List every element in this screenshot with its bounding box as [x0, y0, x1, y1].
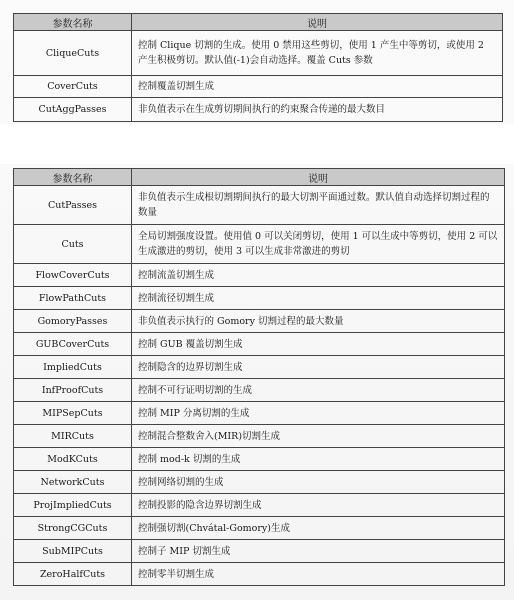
table-row [14, 540, 505, 563]
param-name: MIRCuts [14, 425, 132, 448]
param-description: 控制强切割(Chvátal-Gomory)生成 [132, 517, 505, 540]
header-description: 说明 [132, 14, 503, 31]
page-gap [0, 124, 514, 164]
param-description: 非负值表示生成根切割期间执行的最大切割平面通过数。默认值自动选择切割过程的数量 [132, 186, 505, 225]
table-row [14, 310, 505, 333]
param-name: MIPSepCuts [14, 402, 132, 425]
table-row [14, 563, 505, 586]
param-name: Cuts [14, 225, 132, 264]
header-param-name: 参数名称 [14, 14, 132, 31]
param-description: 控制 Clique 切割的生成。使用 0 禁用这些剪切，使用 1 产生中等剪切，或使用 2 产生积极剪切。默认值(-1)会自动选择。覆盖 Cuts 参数 [132, 31, 503, 76]
param-description: 控制流径切割生成 [132, 287, 505, 310]
parameter-table-2 [13, 168, 505, 586]
table-row [14, 425, 505, 448]
table-row [14, 225, 505, 264]
param-description: 控制 GUB 覆盖切割生成 [132, 333, 505, 356]
param-name: FlowPathCuts [14, 287, 132, 310]
param-name: StrongCGCuts [14, 517, 132, 540]
table-row [14, 448, 505, 471]
param-description: 控制覆盖切割生成 [132, 76, 503, 98]
param-name: InfProofCuts [14, 379, 132, 402]
param-name: NetworkCuts [14, 471, 132, 494]
param-name: GomoryPasses [14, 310, 132, 333]
table-row [14, 402, 505, 425]
param-description: 非负值表示执行的 Gomory 切割过程的最大数量 [132, 310, 505, 333]
param-name: SubMIPCuts [14, 540, 132, 563]
param-description: 控制流盖切割生成 [132, 264, 505, 287]
param-name: GUBCoverCuts [14, 333, 132, 356]
param-name: ZeroHalfCuts [14, 563, 132, 586]
table-row [14, 287, 505, 310]
table-row [14, 186, 505, 225]
param-description: 控制网络切割的生成 [132, 471, 505, 494]
table-row [14, 98, 503, 122]
param-name: ModKCuts [14, 448, 132, 471]
param-description: 控制混合整数舍入(MIR)切割生成 [132, 425, 505, 448]
param-description: 控制投影的隐含边界切割生成 [132, 494, 505, 517]
param-name: FlowCoverCuts [14, 264, 132, 287]
table-row [14, 379, 505, 402]
table-row [14, 517, 505, 540]
header-param-name: 参数名称 [14, 169, 132, 186]
param-name: CutAggPasses [14, 98, 132, 122]
table-header-row [14, 169, 505, 186]
param-name: ProjImpliedCuts [14, 494, 132, 517]
param-name: ImpliedCuts [14, 356, 132, 379]
param-description: 控制隐含的边界切割生成 [132, 356, 505, 379]
table-row [14, 76, 503, 98]
table-row [14, 31, 503, 76]
param-description: 控制不可行证明切割的生成 [132, 379, 505, 402]
param-description: 控制 MIP 分离切割的生成 [132, 402, 505, 425]
parameter-table-1 [13, 13, 503, 122]
param-description: 控制子 MIP 切割生成 [132, 540, 505, 563]
table-row [14, 333, 505, 356]
param-name: CliqueCuts [14, 31, 132, 76]
param-description: 非负值表示在生成剪切期间执行的约束聚合传递的最大数目 [132, 98, 503, 122]
table-row [14, 471, 505, 494]
param-description: 控制 mod-k 切割的生成 [132, 448, 505, 471]
table-header-row [14, 14, 503, 31]
table-row [14, 494, 505, 517]
param-name: CutPasses [14, 186, 132, 225]
table-row [14, 356, 505, 379]
table-row [14, 264, 505, 287]
param-description: 控制零半切割生成 [132, 563, 505, 586]
header-description: 说明 [132, 169, 505, 186]
param-description: 全局切割强度设置。使用值 0 可以关闭剪切，使用 1 可以生成中等剪切，使用 2 可以生成激进的剪切，使用 3 可以生成非常激进的剪切 [132, 225, 505, 264]
param-name: CoverCuts [14, 76, 132, 98]
